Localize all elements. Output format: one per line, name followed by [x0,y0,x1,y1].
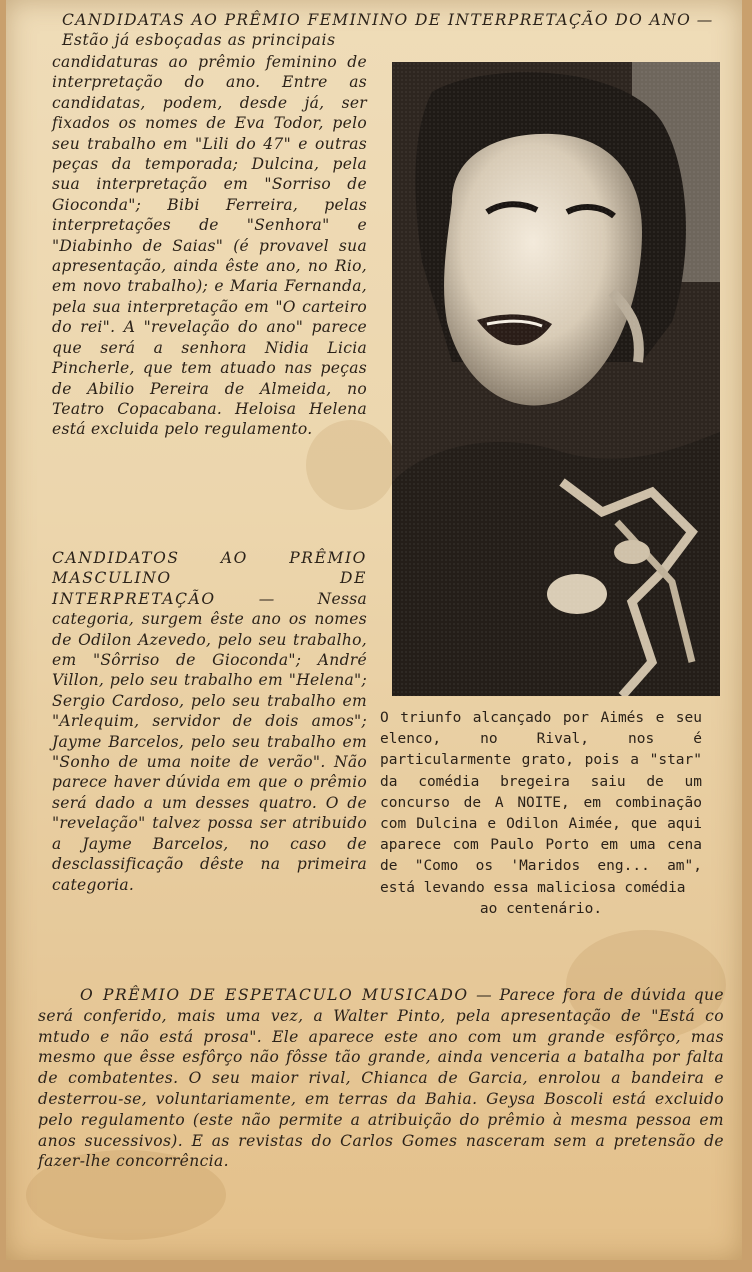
section1-body: candidaturas ao prêmio feminino de interpretação do ano. Entre as candidatas, podem, desde já, ser fixados os nomes de Eva Todor, pelo seu trabalho em "Lili do 47" e outras peças da temporada; Dulcina, pela sua interpretação em "Sorriso de Gioconda"; Bibi Ferreira, pelas interpretações de "Senhora" e "Diabinho de Saias" (é provavel sua apresentação, ainda êste ano, no Rio, em novo trabalho); e Maria Fernanda, pela sua interpretação em "O carteiro do rei". A "revelação do ano" parece que será a senhora Nidia Licia Pincherle, que tem atuado nas peças de Abilio Pereira de Almeida, no Teatro Copacabana. Heloisa Helena está excluida pelo regulamento. [52,53,367,439]
section1-heading-rest: — Estão já esboçadas as principais [62,11,713,50]
actress-photo [392,62,720,696]
caption-text: O triunfo alcançado por Aimés e seu elenco, no Rival, nos é particularmente grato, pois a "star" da comédia bregeira saiu de um concurso de A NOITE, em combinação com Dulcina e Odilon Aimée, que aqui aparece com Paulo Porto em uma cena de "Como os 'Maridos eng... am", está levando essa maliciosa comédia [380,710,702,896]
caption-last-line: ao centenário. [479,900,603,917]
section2-body: — Nessa categoria, surgem êste ano os nomes de Odilon Azevedo, pelo seu trabalho, em "Sôrriso de Gioconda"; André Villon, pelo seu trabalho em "Helena"; Sergio Cardoso, pelo seu trabalho em "Arlequim, servidor de dois amos"; Jayme Barcelos, pelo seu trabalho em "Sonho de uma noite de verão". Não parece haver dúvida em que o prêmio será dado a um desses quatro. O de "revelação" talvez possa ser atribuido a Jayme Barcelos, no caso de desclassificação dêste na primeira categoria. [52,589,367,894]
section1-heading-caps: CANDIDATAS AO PRÊMIO FEMININO DE INTERPRETAÇÃO DO ANO [62,11,692,29]
section1-heading [62,10,722,51]
photo-caption [380,708,702,920]
section2-paragraph [52,548,367,895]
section3-heading: O PRÊMIO DE ESPETACULO MUSICADO [80,986,469,1004]
section2-heading: CANDIDATOS AO PRÊMIO MASCULINO DE INTERPRETAÇÃO [52,549,367,608]
section3-paragraph [38,985,724,1172]
actress-photo-graphic [392,62,720,696]
section3-body: — Parece fora de dúvida que será conferido, mais uma vez, a Walter Pinto, pela apresentação de "Está co mtudo e não está prosa". Ele aparece este ano com um grande esfôrço, mas mesmo que êsse esfôrço não fôsse tão grande, ainda venceria a batalha por falta de combatentes. O seu maior rival, Chianca de Garcia, enrolou a bandeira e desterrou-se, voluntariamente, em terras da Bahia. Geysa Boscoli está excluido pelo regulamento (este não permite a atribuição do prêmio à mesma pessoa em anos sucessivos). E as revistas do Carlos Gomes nasceram sem a pretensão de fazer-lhe concorrência. [38,986,724,1171]
